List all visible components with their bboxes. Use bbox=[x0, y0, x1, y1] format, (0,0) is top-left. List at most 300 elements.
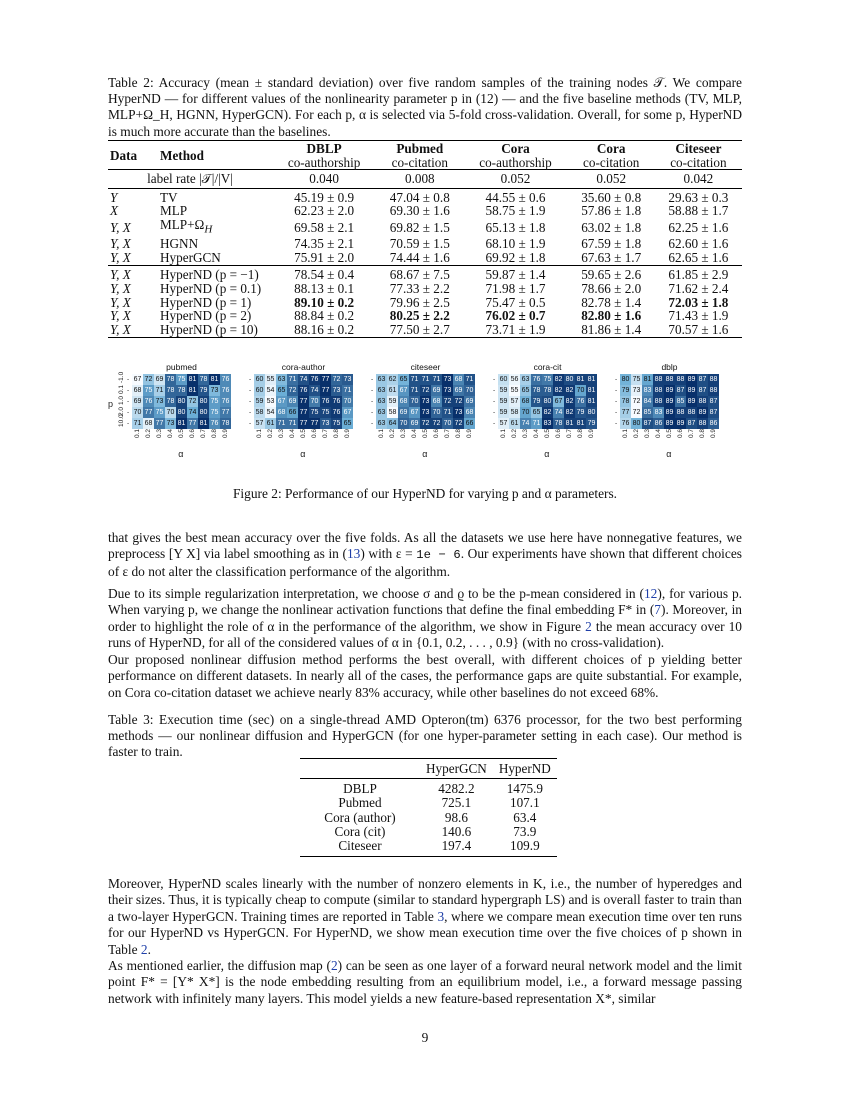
heatmap-cell: 77 bbox=[221, 409, 230, 416]
heatmap-cell: 76 bbox=[332, 409, 341, 416]
heatmap-cell: 81 bbox=[565, 420, 574, 427]
heatmap-cell: 71 bbox=[288, 420, 297, 427]
heatmap-cell: 77 bbox=[155, 420, 164, 427]
heatmap-cell: 82 bbox=[554, 387, 563, 394]
heatmap-cell: 66 bbox=[465, 420, 474, 427]
x-tick-label: 0.1 bbox=[378, 428, 385, 438]
table-cell: 81.86 ± 1.4 bbox=[568, 323, 655, 338]
heatmap-cell: 73 bbox=[421, 398, 430, 405]
method-cell: HyperND (p = −1) bbox=[158, 266, 272, 282]
table-cell: 76.02 ± 0.7 bbox=[485, 308, 546, 324]
heatmap-cell: 77 bbox=[144, 409, 153, 416]
x-axis-label: α bbox=[300, 449, 306, 459]
x-tick-label: 0.3 bbox=[156, 428, 163, 438]
method-cell: MLP bbox=[160, 203, 188, 219]
table-cell: 78.66 ± 2.0 bbox=[581, 280, 642, 296]
heatmap-cell: 76 bbox=[221, 376, 230, 383]
x-tick-label: 0.1 bbox=[622, 428, 629, 438]
data-cell: Y, X bbox=[108, 266, 158, 282]
heatmap-cell: 67 bbox=[399, 387, 408, 394]
heatmap-cell: 80 bbox=[632, 420, 641, 427]
heatmap-cell: 88 bbox=[654, 387, 663, 394]
heatmap-cell: 63 bbox=[377, 420, 386, 427]
heatmap-cell: 61 bbox=[510, 420, 519, 427]
heatmap-cell: 81 bbox=[587, 387, 596, 394]
y-tick-mark: - bbox=[127, 376, 130, 383]
y-tick-mark: - bbox=[615, 387, 618, 394]
heatmap-cell: 65 bbox=[532, 409, 541, 416]
y-tick-mark: - bbox=[127, 398, 130, 405]
data-cell: Y, X bbox=[110, 280, 131, 296]
heatmap-cell: 76 bbox=[576, 398, 585, 405]
heatmap-cell: 59 bbox=[388, 398, 397, 405]
heatmap-cell: 57 bbox=[255, 420, 264, 427]
x-tick-label: 0.6 bbox=[433, 428, 440, 438]
table-cell: 68.10 ± 1.9 bbox=[485, 236, 546, 252]
heatmap-cell: 70 bbox=[465, 387, 474, 394]
heatmap-cell: 69 bbox=[410, 420, 419, 427]
label-rate-label: label rate |𝒯|/|V| bbox=[108, 170, 272, 189]
heatmap-cell: 73 bbox=[155, 398, 164, 405]
heatmap-cell: 68 bbox=[133, 387, 142, 394]
heatmap-cell: 72 bbox=[144, 376, 153, 383]
heatmap-cell: 88 bbox=[709, 387, 718, 394]
heatmap-cell: 78 bbox=[621, 398, 630, 405]
table-row bbox=[108, 282, 742, 296]
table-link[interactable]: 2 bbox=[140, 941, 148, 957]
y-tick-mark: - bbox=[127, 387, 130, 394]
table-cell: 58.75 ± 1.9 bbox=[485, 203, 546, 219]
heatmap-cell: 63 bbox=[377, 409, 386, 416]
table-cell: 0.040 bbox=[272, 170, 376, 189]
heatmap-cell: 81 bbox=[576, 376, 585, 383]
heatmap-title: cora-author bbox=[281, 362, 326, 372]
heatmap-cell: 54 bbox=[266, 409, 275, 416]
heatmap-panel-citeseer bbox=[371, 362, 475, 482]
x-tick-label: 0.1 bbox=[134, 428, 141, 438]
heatmap-cell: 68 bbox=[454, 376, 463, 383]
heatmap-cell: 73 bbox=[421, 409, 430, 416]
table-cell: 62.23 ± 2.0 bbox=[294, 203, 355, 219]
heatmap-cell: 71 bbox=[133, 420, 142, 427]
x-tick-label: 0.4 bbox=[289, 428, 296, 438]
heatmap-cell: 71 bbox=[410, 376, 419, 383]
heatmap-cell: 59 bbox=[255, 398, 264, 405]
table-cell: 62.65 ± 1.6 bbox=[668, 249, 729, 265]
citation-link[interactable]: 13 bbox=[346, 546, 361, 562]
data-cell: Y, X bbox=[108, 323, 158, 338]
table-cell: 82.80 ± 1.6 bbox=[581, 308, 642, 324]
y-tick-mark: - bbox=[493, 409, 496, 416]
y-tick-mark: - bbox=[493, 398, 496, 405]
x-tick-label: 0.3 bbox=[400, 428, 407, 438]
figure-link[interactable]: 2 bbox=[585, 618, 592, 634]
data-cell: Y, X bbox=[110, 236, 131, 252]
heatmap-cell: 73 bbox=[343, 376, 352, 383]
table-cell: 45.19 ± 0.9 bbox=[272, 188, 376, 204]
x-tick-label: 0.4 bbox=[167, 428, 174, 438]
heatmap-title: cora-cit bbox=[533, 362, 562, 372]
heatmap-cell: 87 bbox=[698, 376, 707, 383]
heatmap-cell: 87 bbox=[676, 387, 685, 394]
heatmap-cell: 71 bbox=[443, 409, 452, 416]
heatmap-cell: 89 bbox=[665, 420, 674, 427]
x-tick-label: 0.1 bbox=[256, 428, 263, 438]
heatmap-cell: 83 bbox=[643, 387, 652, 394]
table-cell: 67.63 ± 1.7 bbox=[581, 249, 642, 265]
col-header: Citeseer co-citation bbox=[655, 141, 742, 170]
heatmap-cell: 67 bbox=[410, 409, 419, 416]
x-tick-label: 0.1 bbox=[500, 428, 507, 438]
table3 bbox=[300, 758, 557, 857]
data-cell: Y, X bbox=[110, 249, 131, 265]
heatmap-cell: 80 bbox=[621, 376, 630, 383]
heatmap-cell: 70 bbox=[399, 420, 408, 427]
heatmap-cell: 79 bbox=[587, 420, 596, 427]
x-tick-label: 0.5 bbox=[544, 428, 551, 438]
heatmap-cell: 58 bbox=[510, 409, 519, 416]
method-cell: HyperND (p = 10) bbox=[158, 323, 272, 338]
table-cell: 63.4 bbox=[513, 809, 537, 825]
table-cell: 69.58 ± 2.1 bbox=[294, 219, 355, 235]
heatmap-cell: 89 bbox=[687, 376, 696, 383]
x-tick-label: 0.5 bbox=[300, 428, 307, 438]
heatmap-cell: 69 bbox=[432, 387, 441, 394]
heatmap-cell: 85 bbox=[676, 398, 685, 405]
x-tick-label: 0.6 bbox=[189, 428, 196, 438]
data-cell: X bbox=[110, 203, 119, 219]
heatmap-cell: 72 bbox=[188, 398, 197, 405]
y-tick-mark: - bbox=[371, 398, 374, 405]
citation-link[interactable]: 2 bbox=[330, 958, 338, 973]
table-row bbox=[108, 204, 742, 218]
heatmap-cell: 71 bbox=[421, 376, 430, 383]
x-axis-label: α bbox=[178, 449, 184, 459]
x-tick-label: 0.3 bbox=[522, 428, 529, 438]
heatmap-cell: 73 bbox=[210, 387, 219, 394]
heatmap-cell: 70 bbox=[343, 398, 352, 405]
heatmap-cell: 75 bbox=[144, 387, 153, 394]
x-tick-label: 0.8 bbox=[211, 428, 218, 438]
x-tick-label: 0.6 bbox=[311, 428, 318, 438]
x-tick-label: 0.9 bbox=[588, 428, 595, 438]
x-axis-label: α bbox=[544, 449, 550, 459]
page-number: 9 bbox=[421, 1030, 429, 1045]
heatmap-cell: 65 bbox=[399, 376, 408, 383]
heatmap-panel-dblp bbox=[615, 362, 719, 482]
table-cell: 74.35 ± 2.1 bbox=[294, 236, 355, 252]
x-tick-label: 0.5 bbox=[422, 428, 429, 438]
x-tick-label: 0.7 bbox=[444, 428, 451, 438]
citation-link[interactable]: 12 bbox=[643, 586, 658, 601]
table-cell: 59.65 ± 2.6 bbox=[568, 266, 655, 282]
heatmap-cell: 70 bbox=[310, 398, 319, 405]
heatmap-cell: 68 bbox=[399, 398, 408, 405]
heatmap-cell: 78 bbox=[199, 376, 208, 383]
x-tick-label: 0.4 bbox=[655, 428, 662, 438]
heatmap-cell: 88 bbox=[665, 376, 674, 383]
x-axis-label: α bbox=[666, 449, 672, 459]
heatmap-cell: 76 bbox=[144, 398, 153, 405]
heatmap-cell: 56 bbox=[510, 376, 519, 383]
y-tick-mark: - bbox=[371, 376, 374, 383]
heatmap-cell: 70 bbox=[133, 409, 142, 416]
table-row bbox=[300, 811, 557, 825]
heatmap-cell: 78 bbox=[221, 420, 230, 427]
heatmap-cell: 58 bbox=[255, 409, 264, 416]
heatmap-cell: 77 bbox=[299, 409, 308, 416]
heatmap-cell: 75 bbox=[210, 409, 219, 416]
x-tick-label: 0.5 bbox=[666, 428, 673, 438]
heatmap-cell: 68 bbox=[521, 398, 530, 405]
data-cell: Y, X bbox=[110, 219, 131, 235]
heatmap-cell: 86 bbox=[654, 420, 663, 427]
heatmap-cell: 72 bbox=[443, 398, 452, 405]
table-cell: 47.04 ± 0.8 bbox=[376, 188, 463, 204]
heatmap-cell: 58 bbox=[388, 409, 397, 416]
heatmap-cell: 78 bbox=[554, 420, 563, 427]
heatmap-cell: 89 bbox=[665, 387, 674, 394]
heatmap-cell: 61 bbox=[266, 420, 275, 427]
heatmap-cell: 76 bbox=[221, 398, 230, 405]
heatmap-cell: 60 bbox=[499, 376, 508, 383]
x-tick-label: 0.9 bbox=[710, 428, 717, 438]
heatmap-cell: 72 bbox=[421, 420, 430, 427]
y-tick-mark: - bbox=[493, 387, 496, 394]
table-cell: 70.59 ± 1.5 bbox=[389, 236, 450, 252]
method-cell: $MLP+\Omega_H$ bbox=[160, 216, 213, 236]
heatmap-cell: 72 bbox=[432, 420, 441, 427]
heatmap-cell: 69 bbox=[155, 376, 164, 383]
heatmap-cell: 78 bbox=[166, 387, 175, 394]
heatmap-cell: 60 bbox=[255, 376, 264, 383]
heatmap-cell: 81 bbox=[177, 420, 186, 427]
col-header: HyperND bbox=[493, 759, 557, 779]
heatmap-cell: 77 bbox=[188, 420, 197, 427]
heatmap-cell: 71 bbox=[277, 420, 286, 427]
heatmap-cell: 54 bbox=[266, 387, 275, 394]
table-cell: 77.33 ± 2.2 bbox=[389, 280, 450, 296]
table-row bbox=[300, 796, 557, 810]
heatmap-cell: 86 bbox=[709, 420, 718, 427]
heatmap-cell: 68 bbox=[277, 409, 286, 416]
heatmap-cell: 83 bbox=[654, 409, 663, 416]
y-tick-mark: - bbox=[615, 409, 618, 416]
table-row bbox=[108, 218, 742, 237]
table-row bbox=[300, 839, 557, 857]
heatmap-cell: 76 bbox=[299, 387, 308, 394]
heatmap-cell: 75 bbox=[310, 409, 319, 416]
row-label: Cora (cit) bbox=[334, 823, 386, 839]
heatmap-cell: 77 bbox=[299, 398, 308, 405]
table-cell: 71.62 ± 2.4 bbox=[668, 280, 729, 296]
x-tick-label: 0.7 bbox=[688, 428, 695, 438]
data-cell: Y, X bbox=[110, 308, 131, 324]
y-tick-label: 2.0 bbox=[118, 406, 125, 416]
heatmap-cell: 79 bbox=[532, 398, 541, 405]
heatmap-cell: 87 bbox=[698, 387, 707, 394]
heatmap-cell: 87 bbox=[709, 409, 718, 416]
y-tick-mark: - bbox=[249, 387, 252, 394]
table-cell: 58.88 ± 1.7 bbox=[668, 203, 729, 219]
table-link[interactable]: 3 bbox=[437, 908, 445, 924]
x-tick-label: 0.5 bbox=[178, 428, 185, 438]
heatmap-cell: 79 bbox=[199, 387, 208, 394]
table-cell: 80.25 ± 2.2 bbox=[389, 308, 450, 324]
heatmap-cell: 73 bbox=[332, 387, 341, 394]
heatmap-cell: 74 bbox=[299, 376, 308, 383]
method-cell: HyperND (p = 1) bbox=[160, 294, 252, 310]
heatmap-cell: 82 bbox=[565, 398, 574, 405]
heatmap-cell: 89 bbox=[687, 398, 696, 405]
heatmap-panel-pubmed bbox=[108, 362, 231, 482]
table-cell: 68.67 ± 7.5 bbox=[376, 266, 463, 282]
table-cell: 725.1 bbox=[441, 795, 472, 811]
heatmap-cell: 70 bbox=[432, 409, 441, 416]
table-cell: 0.008 bbox=[376, 170, 463, 189]
x-tick-label: 0.2 bbox=[267, 428, 274, 438]
y-tick-mark: - bbox=[127, 409, 130, 416]
heatmap-cell: 77 bbox=[321, 387, 330, 394]
table-cell: 98.6 bbox=[444, 809, 468, 825]
table-cell: 197.4 bbox=[420, 839, 493, 857]
heatmap-cell: 81 bbox=[587, 376, 596, 383]
col-header: Pubmed co-citation bbox=[376, 141, 463, 170]
table-cell: 71.98 ± 1.7 bbox=[485, 280, 546, 296]
y-tick-mark: - bbox=[249, 409, 252, 416]
heatmap-cell: 74 bbox=[188, 409, 197, 416]
heatmap-cell: 80 bbox=[199, 409, 208, 416]
heatmap-cell: 80 bbox=[177, 409, 186, 416]
table2 bbox=[108, 140, 742, 338]
heatmap-cell: 71 bbox=[465, 376, 474, 383]
table-row bbox=[300, 825, 557, 839]
x-tick-label: 0.9 bbox=[222, 428, 229, 438]
heatmap-cell: 68 bbox=[465, 409, 474, 416]
heatmap-cell: 88 bbox=[698, 398, 707, 405]
table-cell: 73.9 bbox=[513, 823, 537, 839]
heatmap-cell: 75 bbox=[332, 420, 341, 427]
table-cell: 69.92 ± 1.8 bbox=[485, 249, 546, 265]
heatmap-cell: 79 bbox=[576, 409, 585, 416]
heatmap-title: pubmed bbox=[166, 362, 197, 372]
table-cell: 88.16 ± 0.2 bbox=[272, 323, 376, 338]
row-label: Pubmed bbox=[338, 795, 382, 811]
heatmap-cell: 81 bbox=[587, 398, 596, 405]
x-tick-label: 0.3 bbox=[644, 428, 651, 438]
x-tick-label: 0.2 bbox=[511, 428, 518, 438]
x-tick-label: 0.2 bbox=[145, 428, 152, 438]
heatmap-cell: 67 bbox=[133, 376, 142, 383]
x-tick-label: 0.7 bbox=[322, 428, 329, 438]
heatmap-cell: 81 bbox=[199, 420, 208, 427]
table-cell: 0.052 bbox=[463, 170, 567, 189]
heatmap-cell: 75 bbox=[210, 398, 219, 405]
heatmap-cell: 69 bbox=[133, 398, 142, 405]
x-tick-label: 0.4 bbox=[411, 428, 418, 438]
table-row bbox=[108, 309, 742, 323]
y-tick-mark: - bbox=[371, 409, 374, 416]
heatmap-cell: 81 bbox=[576, 420, 585, 427]
table3-caption: Table 3: Execution time (sec) on a single-thread AMD Opteron(tm) 6376 processor, for the two best performing methods — our nonlinear diffusion and HyperGCN (for one hyper-parameter setting in each case). Our method is faster to train. bbox=[108, 712, 742, 760]
table-cell: 59.87 ± 1.4 bbox=[463, 266, 567, 282]
col-header: Cora co-authorship bbox=[463, 141, 567, 170]
heatmap-cell: 78 bbox=[166, 376, 175, 383]
method-cell: HyperGCN bbox=[160, 249, 221, 265]
heatmap-cell: 71 bbox=[410, 387, 419, 394]
heatmap-cell: 87 bbox=[643, 420, 652, 427]
x-tick-label: 0.2 bbox=[633, 428, 640, 438]
x-tick-label: 0.8 bbox=[333, 428, 340, 438]
x-tick-label: 0.6 bbox=[555, 428, 562, 438]
method-cell: HyperND (p = 0.1) bbox=[160, 280, 262, 296]
heatmap-title: dblp bbox=[661, 362, 678, 372]
row-label: DBLP bbox=[343, 781, 377, 797]
table-cell: 63.02 ± 1.8 bbox=[581, 219, 642, 235]
heatmap-cell: 77 bbox=[299, 420, 308, 427]
table-cell: 71.43 ± 1.9 bbox=[668, 308, 729, 324]
col-header: HyperGCN bbox=[420, 759, 493, 779]
heatmap-cell: 72 bbox=[421, 387, 430, 394]
x-tick-label: 0.7 bbox=[566, 428, 573, 438]
heatmap-cell: 78 bbox=[543, 387, 552, 394]
y-tick-mark: - bbox=[493, 420, 496, 427]
table-cell: 62.25 ± 1.6 bbox=[668, 219, 729, 235]
heatmap-cell: 65 bbox=[343, 420, 352, 427]
heatmap-cell: 76 bbox=[321, 398, 330, 405]
table-cell: 79.96 ± 2.5 bbox=[389, 294, 450, 310]
table-cell: 74.44 ± 1.6 bbox=[389, 249, 450, 265]
y-tick-mark: - bbox=[615, 398, 618, 405]
paragraph-5: As mentioned earlier, the diffusion map (2) can be seen as one layer of a forward neural network model and the limit point F* = [Y* X*] is the node embedding resulting from an equilibrium model, i.e., a forward message passing network with infinitely many layers. This model yields a new feature-based representation X*, similar bbox=[108, 958, 742, 1006]
heatmap-cell: 89 bbox=[665, 409, 674, 416]
col-header: Cora co-citation bbox=[568, 141, 655, 170]
heatmap-cell: 77 bbox=[621, 409, 630, 416]
heatmap-cell: 64 bbox=[388, 420, 397, 427]
heatmap-cell: 70 bbox=[166, 409, 175, 416]
heatmap-cell: 72 bbox=[288, 387, 297, 394]
y-tick-mark: - bbox=[615, 376, 618, 383]
heatmap-cell: 61 bbox=[388, 387, 397, 394]
heatmap-cell: 63 bbox=[277, 376, 286, 383]
table-cell: 4282.2 bbox=[438, 781, 475, 797]
heatmap-cell: 70 bbox=[576, 387, 585, 394]
y-axis-label: p bbox=[108, 399, 114, 409]
heatmap-cell: 69 bbox=[454, 387, 463, 394]
x-tick-label: 0.3 bbox=[278, 428, 285, 438]
citation-link[interactable]: 7 bbox=[654, 602, 661, 618]
table-cell: 73.71 ± 1.9 bbox=[463, 323, 567, 338]
table-cell: 69.82 ± 1.5 bbox=[389, 219, 450, 235]
heatmap-cell: 75 bbox=[632, 376, 641, 383]
heatmap-cell: 63 bbox=[521, 376, 530, 383]
heatmap-cell: 67 bbox=[277, 398, 286, 405]
table-row bbox=[108, 296, 742, 310]
heatmap-cell: 87 bbox=[709, 398, 718, 405]
heatmap-cell: 70 bbox=[410, 398, 419, 405]
paragraph-3: Our proposed nonlinear diffusion method performs the best overall, with different choices of p yielding better performance on different datasets. In nearly all of the cases, the performance gaps are quite substantial. For example, on Cora co-citation dataset we achieve nearly 83% accuracy, while other baselines do not exceed 68%. bbox=[108, 652, 742, 700]
heatmap-cell: 83 bbox=[543, 420, 552, 427]
heatmap-cell: 63 bbox=[377, 398, 386, 405]
heatmap-cell: 73 bbox=[443, 376, 452, 383]
heatmap-cell: 71 bbox=[343, 387, 352, 394]
figure2-caption: Figure 2: Performance of our HyperND for varying p and α parameters. bbox=[232, 486, 618, 501]
heatmap-cell: 73 bbox=[321, 420, 330, 427]
heatmap-cell: 66 bbox=[288, 409, 297, 416]
label-rate-row bbox=[108, 170, 742, 189]
heatmap-cell: 88 bbox=[687, 409, 696, 416]
heatmap-cell: 89 bbox=[665, 398, 674, 405]
